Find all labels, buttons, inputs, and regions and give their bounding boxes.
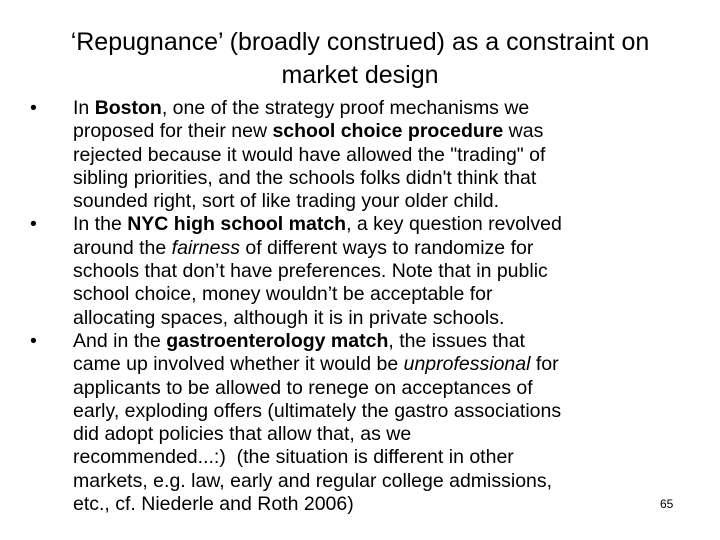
italic-term: unprofessional <box>403 353 531 376</box>
text-segment: markets, e.g. law, early and regular college admissions, <box>73 469 553 492</box>
bullet-item <box>28 213 698 329</box>
text-segment: etc., cf. Niederle and Roth 2006) <box>73 493 354 516</box>
bullet-line <box>73 213 698 236</box>
bullet-line <box>73 237 698 260</box>
bullet-line <box>73 190 698 213</box>
text-segment: proposed for their new <box>73 120 273 143</box>
bullet-line <box>73 307 698 330</box>
bullet-line <box>73 470 698 493</box>
bullet-line <box>73 377 698 400</box>
text-segment: schools that don’t have preferences. Note that in public <box>73 260 548 283</box>
text-segment: recommended...:) (the situation is different in other <box>73 446 514 469</box>
bullet-line <box>73 97 698 120</box>
bullet-line <box>73 144 698 167</box>
bullet-line <box>73 167 698 190</box>
text-segment: , one of the strategy proof mechanisms we <box>161 97 530 119</box>
slide-title-line-2: market design <box>281 61 439 89</box>
bullet-line <box>73 283 698 306</box>
text-segment: early, exploding offers (ultimately the gastro associations <box>73 399 562 422</box>
text-segment: rejected because it would have allowed the "trading" of <box>73 143 546 166</box>
bold-term: Boston <box>94 97 162 119</box>
bullet-marker: • <box>30 329 37 352</box>
slide-title-line-1: ‘Repugnance’ (broadly construed) as a constraint on <box>70 28 650 56</box>
bullet-list <box>28 97 698 516</box>
text-segment: , a key question revolved <box>346 213 562 236</box>
text-segment: sounded right, sort of like trading your older child. <box>73 190 499 213</box>
text-segment: And in the <box>73 329 167 352</box>
text-segment: of different ways to randomize for <box>239 236 534 259</box>
bullet-item <box>28 97 698 213</box>
text-segment: did adopt policies that allow that, as we <box>73 423 412 446</box>
text-segment: was <box>503 120 544 143</box>
bullet-line <box>73 446 698 469</box>
bullet-line <box>73 353 698 376</box>
text-segment: came up involved whether it would be <box>73 353 404 376</box>
bold-term: gastroenterology match <box>166 329 389 352</box>
text-segment: for <box>530 353 559 376</box>
page-number: 65 <box>660 497 674 511</box>
text-segment: In <box>73 97 95 119</box>
text-segment: around the <box>73 236 172 259</box>
bullet-line <box>73 120 698 143</box>
slide-title <box>20 26 700 92</box>
bullet-marker: • <box>30 97 37 119</box>
bold-term: NYC high school match <box>127 213 347 236</box>
bullet-marker: • <box>30 213 37 236</box>
text-segment: school choice, money wouldn’t be acceptable for <box>73 283 493 306</box>
bullet-line <box>73 493 698 516</box>
text-segment: , the issues that <box>388 329 525 352</box>
text-segment: In the <box>73 213 128 236</box>
bullet-line <box>73 400 698 423</box>
bullet-line <box>73 330 698 353</box>
bullet-line <box>73 423 698 446</box>
italic-term: fairness <box>171 236 240 259</box>
text-segment: allocating spaces, although it is in private schools. <box>73 306 505 329</box>
bold-term: school choice procedure <box>272 120 504 143</box>
bullet-line <box>73 260 698 283</box>
text-segment: applicants to be allowed to renege on acceptances of <box>73 376 533 399</box>
bullet-item <box>28 330 698 516</box>
text-segment: sibling priorities, and the schools folks didn't think that <box>73 166 537 189</box>
